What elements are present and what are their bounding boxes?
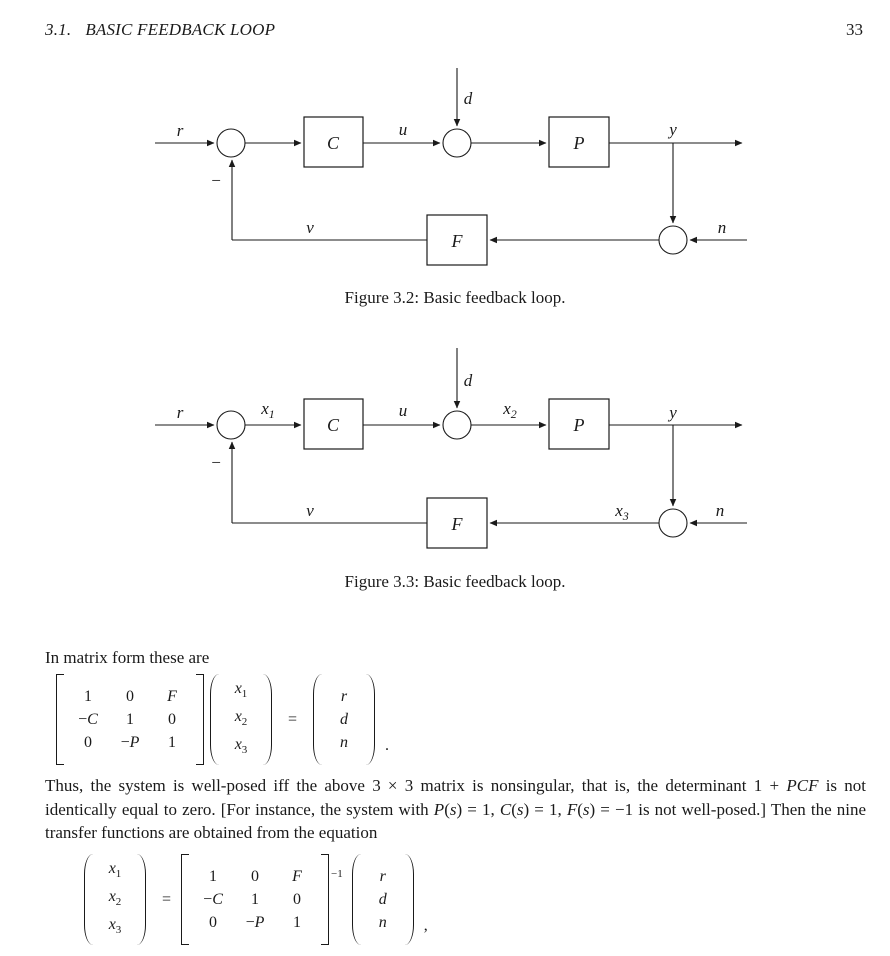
- matrix-cell: 0: [209, 913, 218, 931]
- vector-entry: $x_2$: [108, 888, 122, 908]
- matrix-cell: −P: [245, 913, 265, 931]
- matrix-cell: 1: [293, 913, 302, 931]
- minus-sign: −: [211, 453, 221, 472]
- matrix-cell: −C: [203, 890, 223, 908]
- label-n: n: [717, 218, 727, 237]
- input-vector: [323, 682, 365, 758]
- label-d: d: [463, 371, 473, 390]
- summing-junction-disturbance: [443, 129, 471, 157]
- vector-entry: $x_2$: [234, 708, 248, 728]
- vector-entry: n: [378, 913, 387, 931]
- right-paren: [262, 674, 272, 765]
- vector-entry: d: [378, 890, 387, 908]
- figure-3-3-caption: Figure 3.3: Basic feedback loop.: [344, 572, 566, 591]
- vector-entry: n: [340, 733, 349, 751]
- label-block-C: C: [326, 415, 340, 435]
- vector-entry: d: [340, 710, 349, 728]
- left-paren: [313, 674, 323, 765]
- summing-junction-input: [217, 411, 245, 439]
- matrix-cell: 1: [209, 867, 218, 885]
- page-number: 33: [846, 20, 863, 39]
- system-matrix: [189, 862, 321, 938]
- figure-3-3-diagram: [140, 340, 780, 552]
- label-block-C: C: [326, 133, 340, 153]
- matrix-cell: 1: [251, 890, 260, 908]
- vector-entry: r: [379, 867, 386, 885]
- equation-terminator: .: [385, 737, 390, 754]
- matrix-cell: 1: [168, 733, 176, 751]
- state-vector: [94, 854, 136, 945]
- minus-sign: −: [211, 171, 221, 190]
- vector-entry: $x_3$: [108, 916, 122, 936]
- vector-entry: r: [340, 687, 348, 705]
- right-paren: [365, 674, 375, 765]
- section-title: BASIC FEEDBACK LOOP: [85, 20, 276, 39]
- left-paren: [84, 854, 94, 945]
- equals-sign: =: [288, 710, 298, 728]
- left-bracket: [181, 854, 189, 945]
- label-x1: $x_1$: [261, 399, 275, 421]
- state-vector: [220, 674, 262, 765]
- summing-junction-noise: [659, 509, 687, 537]
- label-block-P: P: [573, 415, 585, 435]
- right-bracket: [321, 854, 329, 945]
- vector-entry: $x_1$: [234, 680, 248, 700]
- matrix-cell: −C: [78, 710, 98, 728]
- label-x2: $x_2$: [503, 399, 517, 421]
- label-r: r: [176, 121, 184, 140]
- matrix-cell: F: [167, 687, 177, 705]
- left-paren: [210, 674, 220, 765]
- matrix-cell: 0: [84, 733, 92, 751]
- label-v: v: [306, 501, 314, 520]
- matrix-cell: 0: [168, 710, 176, 728]
- vector-entry: $x_1$: [108, 860, 122, 880]
- matrix-cell: 0: [126, 687, 134, 705]
- left-bracket: [56, 674, 64, 765]
- label-x3: $x_3$: [615, 501, 629, 523]
- label-u: u: [398, 120, 408, 139]
- matrix-cell: 0: [293, 890, 302, 908]
- summing-junction-disturbance: [443, 411, 471, 439]
- figure-3-2-caption: Figure 3.2: Basic feedback loop.: [344, 288, 566, 307]
- page-header: [45, 20, 863, 40]
- left-paren: [352, 854, 362, 945]
- label-y: y: [669, 403, 677, 422]
- label-u: u: [398, 401, 408, 420]
- label-r: r: [176, 403, 184, 422]
- matrix-cell: −P: [120, 733, 140, 751]
- right-bracket: [196, 674, 204, 765]
- section-number: 3.1.: [45, 20, 72, 39]
- equals-sign: =: [162, 890, 172, 908]
- vector-entry: $x_3$: [234, 736, 248, 756]
- figure-3-2-diagram: [140, 60, 780, 272]
- inverse-exponent: −1: [331, 867, 343, 880]
- equation-2: [84, 854, 428, 945]
- equation-1: [56, 674, 389, 765]
- label-y: y: [669, 120, 677, 139]
- label-block-F: F: [451, 514, 463, 534]
- label-v: v: [306, 218, 314, 237]
- right-paren: [136, 854, 146, 945]
- summing-junction-input: [217, 129, 245, 157]
- label-d: d: [463, 89, 473, 108]
- equation-terminator: ,: [423, 917, 428, 934]
- section-heading: [45, 20, 275, 40]
- input-vector: [362, 862, 404, 938]
- matrix-intro-text: In matrix form these are: [45, 648, 210, 667]
- label-block-F: F: [451, 231, 463, 251]
- system-matrix: [64, 682, 196, 758]
- label-block-P: P: [573, 133, 585, 153]
- matrix-cell: 1: [84, 687, 92, 705]
- matrix-cell: F: [292, 867, 302, 885]
- matrix-cell: 1: [126, 710, 134, 728]
- label-n: n: [715, 501, 725, 520]
- right-paren: [404, 854, 414, 945]
- matrix-cell: 0: [251, 867, 260, 885]
- body-paragraph: Thus, the system is well-posed iff the above 3 × 3 matrix is nonsingular, that is, the determinant 1 + PCF is not identically equal to zero. [For instance, the system with P(s) = 1, C(s) = 1, F(s) = −1 is not well-posed.] Then the nine transfer functions are obtained from the equation: [45, 776, 867, 842]
- summing-junction-noise: [659, 226, 687, 254]
